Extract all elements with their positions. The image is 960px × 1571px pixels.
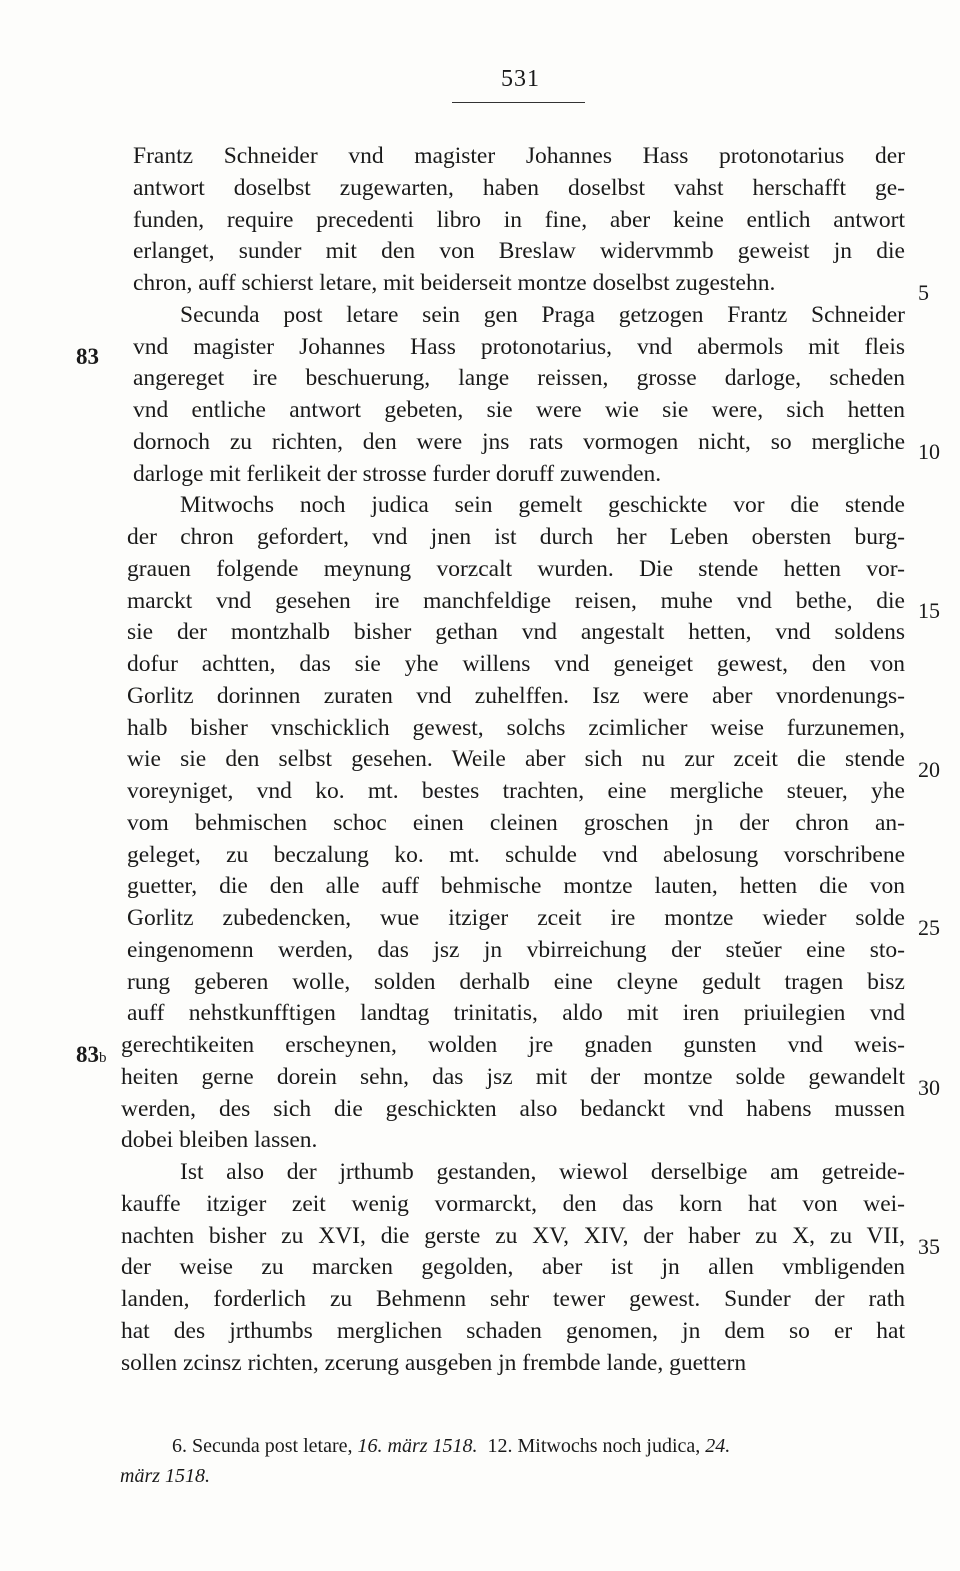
text-line-content: landen, forderlich zu Behmenn sehr tewer gewest. Sunder der rath bbox=[121, 1286, 905, 1312]
margin-folio-83b-suffix: b bbox=[99, 1050, 107, 1066]
line-number-30: 30 bbox=[918, 1075, 940, 1100]
footnote-part-1: 6. Secunda post letare, bbox=[172, 1435, 358, 1457]
text-line-content: chron, auff schierst letare, mit beiderseit montze doselbst zugestehn. bbox=[133, 270, 776, 296]
footnote-date-2a: 24. bbox=[705, 1435, 731, 1457]
text-line-content: darloge mit ferlikeit der strosse furder doruff zuwenden. bbox=[133, 460, 662, 487]
text-line-content: gerechtikeiten erscheynen, wolden jre gnaden gunsten vnd weis- bbox=[121, 1032, 905, 1058]
footnote-date-2b: märz 1518. bbox=[120, 1465, 211, 1487]
footnote bbox=[172, 1431, 730, 1461]
text-line-content: Mitwochs noch judica sein gemelt geschickte vor die stende bbox=[180, 492, 905, 519]
page-number: 531 bbox=[501, 66, 540, 92]
text-line-content: dobei bleiben lassen. bbox=[121, 1127, 318, 1154]
text-line-content: geleget, zu beczalung ko. mt. schulde vnd abelosung vorschribene bbox=[127, 841, 905, 868]
text-line-content: heiten gerne dorein sehn, das jsz mit der montze solde gewandelt bbox=[121, 1063, 905, 1090]
text-line-content: der chron gefordert, vnd jnen ist durch her Leben obersten burg- bbox=[127, 524, 905, 550]
text-line-content: der weise zu marcken gegolden, aber ist jn allen vmbligenden bbox=[121, 1254, 905, 1281]
line-number-15: 15 bbox=[918, 598, 940, 623]
footnote-date-1: 16. märz 1518. bbox=[357, 1435, 478, 1457]
text-line-content: Ist also der jrthumb gestanden, wiewol derselbige am getreide- bbox=[180, 1159, 905, 1185]
text-line-content: werden, des sich die geschickten also bedanckt vnd habens mussen bbox=[121, 1095, 905, 1122]
line-number-20: 20 bbox=[918, 757, 940, 782]
text-line-content: vnd entliche antwort gebeten, sie were wie sie were, sich hetten bbox=[133, 397, 905, 423]
line-number-35: 35 bbox=[918, 1234, 940, 1259]
margin-folio-83: 83 bbox=[76, 344, 99, 369]
text-line-content: halb bisher vnschicklich gewest, solchs zcimlicher weise furzunemen, bbox=[127, 714, 905, 741]
text-line-content: erlanget, sunder mit den von Breslaw widervmmb geweist jn die bbox=[133, 238, 905, 265]
text-line-content: sollen zcinsz richten, zcerung ausgeben jn frembde lande, guettern bbox=[121, 1349, 747, 1376]
text-line-content: guetter, die den alle auff behmische montze lauten, hetten die von bbox=[127, 873, 905, 900]
text-line-content: antwort doselbst zugewarten, haben doselbst vahst herschafft ge- bbox=[133, 174, 905, 201]
text-line-content: vnd magister Johannes Hass protonotarius, vnd abermols mit fleis bbox=[133, 333, 905, 360]
text-line-content: vom behmischen schoc einen cleinen groschen jn der chron an- bbox=[127, 809, 905, 836]
text-line-content: dornoch zu richten, den were jns rats vormogen nicht, so mergliche bbox=[133, 428, 905, 455]
text-line-content: marckt vnd gesehen ire manchfeldige reisen, muhe vnd bethe, die bbox=[127, 587, 905, 614]
text-line-content: grauen folgende meynung vorzcalt wurden. Die stende hetten vor- bbox=[127, 555, 905, 582]
footnote-part-2: 12. Mitwochs noch judica, bbox=[477, 1435, 706, 1457]
text-line-content: Gorlitz dorinnen zuraten vnd zuhelffen. Isz were aber vnordenungs- bbox=[127, 682, 905, 709]
text-line-content: kauffe itziger zeit wenig vormarckt, den das korn hat von wei- bbox=[121, 1190, 905, 1217]
text-line-content: angereget ire beschuerung, lange reissen, grosse darloge, scheden bbox=[133, 365, 905, 392]
text-line-content: funden, require precedenti libro in fine, aber keine entlich antwort bbox=[133, 206, 905, 233]
text-line-content: dofur achtten, das sie yhe willens vnd geneiget gewest, den von bbox=[127, 651, 905, 677]
line-number-10: 10 bbox=[918, 439, 940, 464]
text-line-content: Gorlitz zubedencken, wue itziger zceit ire montze wieder solde bbox=[127, 905, 905, 931]
text-line-content: auff nehstkunfftigen landtag trinitatis, aldo mit iren priuilegien vnd bbox=[127, 1000, 905, 1027]
footnote-continuation bbox=[120, 1461, 210, 1491]
line-number-5: 5 bbox=[918, 280, 929, 305]
line-number-25: 25 bbox=[918, 915, 940, 940]
text-line-content: Frantz Schneider vnd magister Johannes Hass protonotarius der bbox=[133, 143, 905, 169]
text-line-content: rung geberen wolle, solden derhalb eine cleyne gedult tragen bisz bbox=[127, 968, 905, 995]
text-line-content: Secunda post letare sein gen Praga getzogen Frantz Schneider bbox=[180, 301, 905, 328]
text-line-content: nachten bisher zu XVI, die gerste zu XV, XIV, der haber zu X, zu VII, bbox=[121, 1222, 905, 1249]
text-line-content: sie der montzhalb bisher gethan vnd angestalt hetten, vnd soldens bbox=[127, 619, 905, 646]
header-rule bbox=[452, 102, 585, 103]
margin-folio-83b-number: 83 bbox=[76, 1042, 99, 1067]
text-line-content: eingenomenn werden, das jsz jn vbirreichung der steŭer eine sto- bbox=[127, 936, 905, 963]
text-line-content: voreyniget, vnd ko. mt. bestes trachten, eine mergliche steuer, yhe bbox=[127, 778, 905, 804]
text-line-content: hat des jrthumbs merglichen schaden genomen, jn dem so er hat bbox=[121, 1317, 905, 1344]
text-line-content: wie sie den selbst gesehen. Weile aber sich nu zur zceit die stende bbox=[127, 746, 905, 773]
margin-folio-83b bbox=[76, 1039, 107, 1074]
